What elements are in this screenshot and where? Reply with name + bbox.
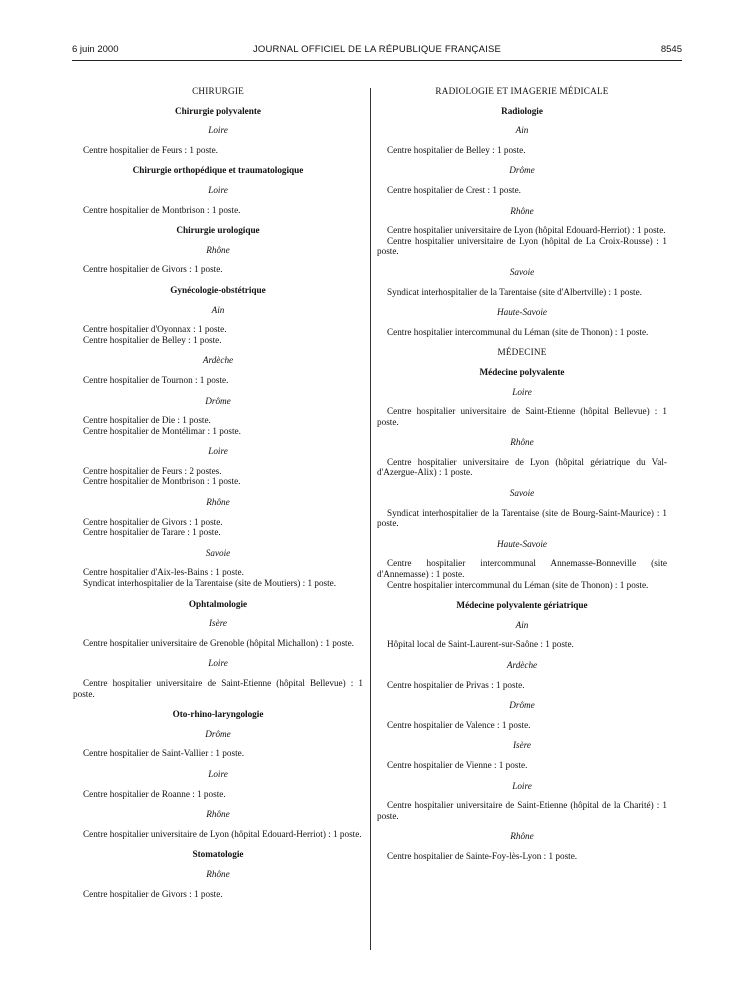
entry-list	[73, 889, 363, 900]
hospital-entry: Syndicat interhospitalier de la Tarentaise (site de Bourg-Saint-Maurice) : 1 poste.	[377, 507, 667, 529]
department-heading: Rhône	[510, 205, 534, 216]
department-heading: Savoie	[509, 266, 535, 277]
entry-list	[377, 145, 667, 156]
department-heading: Loire	[208, 184, 228, 195]
entry-list	[73, 145, 363, 156]
entry-list	[73, 829, 363, 840]
hospital-entry: Centre hospitalier universitaire de Saint-Etienne (hôpital Bellevue) : 1 poste.	[377, 406, 667, 427]
department-heading: Haute-Savoie	[496, 307, 547, 318]
entry-list	[73, 517, 363, 538]
entry-list	[377, 406, 667, 427]
hospital-entry: Centre hospitalier de Montbrison : 1 poste.	[83, 476, 241, 487]
section-title: CHIRURGIE	[192, 86, 244, 96]
subsection-title: Médecine polyvalente	[479, 366, 565, 377]
hospital-entry: Centre hospitalier universitaire de Saint-Etienne (hôpital de la Charité) : 1 poste.	[377, 800, 667, 821]
hospital-entry: Centre hospitalier de Montbrison : 1 poste.	[83, 204, 241, 215]
hospital-entry: Syndicat interhospitalier de la Tarentaise (site d'Albertville) : 1 poste.	[387, 286, 642, 297]
department-heading: Ain	[515, 619, 529, 630]
subsection-title: Oto-rhino-laryngologie	[172, 709, 264, 720]
hospital-entry: Centre hospitalier universitaire de Lyon (hôpital Edouard-Herriot) : 1 poste.	[387, 225, 666, 236]
department-heading: Ain	[211, 304, 225, 315]
entry-list	[73, 324, 363, 345]
entry-list	[73, 264, 363, 275]
section-title: MÉDECINE	[497, 347, 547, 358]
hospital-entry: Centre hospitalier de Vienne : 1 poste.	[387, 759, 528, 770]
entry-list	[377, 327, 667, 338]
header-journal-title: JOURNAL OFFICIEL DE LA RÉPUBLIQUE FRANÇAISE	[252, 44, 502, 55]
header-rule	[72, 60, 682, 61]
hospital-entry: Centre hospitalier universitaire de Lyon (hôpital de La Croix-Rousse) : 1 poste.	[377, 235, 667, 257]
column-divider	[370, 88, 371, 950]
hospital-entry: Centre hospitalier de Givors : 1 poste.	[83, 516, 223, 527]
department-heading: Rhône	[206, 244, 230, 255]
department-heading: Loire	[512, 386, 532, 397]
department-heading: Drôme	[509, 165, 535, 176]
department-heading: Haute-Savoie	[496, 538, 547, 549]
hospital-entry: Centre hospitalier de Sainte-Foy-lès-Lyon : 1 poste.	[387, 850, 578, 861]
entry-list	[377, 287, 667, 298]
subsection-title: Ophtalmologie	[188, 598, 248, 609]
department-heading: Isère	[208, 618, 228, 629]
page-header	[72, 44, 682, 58]
entry-list	[377, 457, 667, 478]
hospital-entry: Hôpital local de Saint-Laurent-sur-Saône : 1 poste.	[387, 639, 574, 650]
section-title: RADIOLOGIE ET IMAGERIE MÉDICALE	[435, 86, 609, 96]
hospital-entry: Centre hospitalier de Saint-Vallier : 1 poste.	[83, 748, 244, 759]
subsection-title: Chirurgie orthopédique et traumatologique	[132, 165, 304, 176]
entry-list	[73, 678, 363, 699]
hospital-entry: Centre hospitalier de Givors : 1 poste.	[83, 888, 223, 899]
hospital-entry: Centre hospitalier de Belley : 1 poste.	[83, 334, 222, 345]
hospital-entry: Centre hospitalier universitaire de Saint-Etienne (hôpital Bellevue) : 1 poste.	[73, 678, 363, 699]
entry-list	[73, 466, 363, 487]
department-heading: Isère	[512, 740, 532, 751]
hospital-entry: Centre hospitalier de Givors : 1 poste.	[83, 264, 223, 275]
department-heading: Loire	[208, 658, 228, 669]
entry-list	[73, 638, 363, 649]
entry-list	[377, 760, 667, 771]
department-heading: Loire	[208, 125, 228, 136]
header-date: 6 juin 2000	[72, 44, 119, 55]
entry-list	[73, 375, 363, 386]
department-heading: Drôme	[205, 395, 231, 406]
entry-list	[377, 225, 667, 257]
header-page-number: 8545	[660, 44, 682, 55]
entry-list	[73, 415, 363, 436]
department-heading: Rhône	[510, 437, 534, 448]
hospital-entry: Centre hospitalier de Feurs : 1 poste.	[83, 144, 218, 155]
subsection-title: Radiologie	[501, 105, 543, 116]
hospital-entry: Centre hospitalier d'Aix-les-Bains : 1 poste.	[83, 567, 244, 578]
hospital-entry: Centre hospitalier universitaire de Grenoble (hôpital Michallon) : 1 poste.	[83, 637, 354, 648]
left-column	[73, 86, 363, 909]
entry-list	[73, 567, 363, 588]
department-heading: Ardèche	[202, 355, 234, 366]
hospital-entry: Centre hospitalier de Feurs : 2 postes.	[83, 465, 222, 476]
department-heading: Savoie	[509, 488, 535, 499]
department-heading: Rhône	[206, 497, 230, 508]
hospital-entry: Centre hospitalier de Montélimar : 1 poste.	[83, 425, 241, 436]
department-heading: Savoie	[205, 547, 231, 558]
subsection-title: Chirurgie polyvalente	[175, 105, 261, 116]
subsection-title: Stomatologie	[192, 849, 244, 860]
hospital-entry: Centre hospitalier de Tarare : 1 poste.	[83, 527, 221, 538]
entry-list	[377, 680, 667, 691]
department-heading: Ardèche	[506, 660, 538, 670]
department-heading: Drôme	[509, 700, 535, 711]
department-heading: Loire	[208, 768, 228, 779]
department-heading: Loire	[208, 446, 228, 457]
hospital-entry: Centre hospitalier de Roanne : 1 poste.	[83, 788, 226, 799]
hospital-entry: Centre hospitalier intercommunal du Léman (site de Thonon) : 1 poste.	[387, 579, 649, 590]
subsection-title: Chirurgie urologique	[176, 225, 260, 236]
department-heading: Rhône	[510, 831, 534, 842]
subsection-title: Gynécologie-obstétrique	[170, 284, 266, 295]
entry-list	[377, 720, 667, 731]
hospital-entry: Centre hospitalier intercommunal du Léman (site de Thonon) : 1 poste.	[387, 326, 649, 337]
hospital-entry: Centre hospitalier universitaire de Lyon (hôpital gériatrique du Val-d'Azergue-Alix) : 1 poste.	[377, 456, 667, 478]
hospital-entry: Centre hospitalier de Crest : 1 poste.	[387, 184, 521, 195]
entry-list	[377, 800, 667, 821]
department-heading: Ain	[515, 125, 529, 136]
entry-list	[377, 851, 667, 862]
hospital-entry: Centre hospitalier de Valence : 1 poste.	[387, 719, 531, 730]
department-heading: Loire	[512, 780, 532, 791]
entry-list	[73, 748, 363, 759]
right-column	[377, 86, 667, 872]
hospital-entry: Syndicat interhospitalier de la Tarentaise (site de Moutiers) : 1 poste.	[83, 578, 337, 589]
hospital-entry: Centre hospitalier de Belley : 1 poste.	[387, 144, 526, 155]
entry-list	[377, 185, 667, 196]
hospital-entry: Centre hospitalier intercommunal Annemasse-Bonneville (site d'Annemasse) : 1 poste.	[377, 558, 667, 580]
hospital-entry: Centre hospitalier de Privas : 1 poste.	[387, 679, 525, 690]
hospital-entry: Centre hospitalier universitaire de Lyon (hôpital Edouard-Herriot) : 1 poste.	[83, 828, 362, 839]
department-heading: Rhône	[206, 868, 230, 879]
subsection-title: Médecine polyvalente gériatrique	[456, 600, 588, 611]
entry-list	[377, 639, 667, 650]
entry-list	[377, 558, 667, 590]
department-heading: Drôme	[205, 728, 231, 739]
hospital-entry: Centre hospitalier de Tournon : 1 poste.	[83, 374, 229, 385]
department-heading: Rhône	[206, 809, 230, 820]
hospital-entry: Centre hospitalier d'Oyonnax : 1 poste.	[83, 324, 227, 335]
hospital-entry: Centre hospitalier de Die : 1 poste.	[83, 415, 211, 426]
entry-list	[73, 205, 363, 216]
entry-list	[377, 508, 667, 529]
entry-list	[73, 789, 363, 800]
